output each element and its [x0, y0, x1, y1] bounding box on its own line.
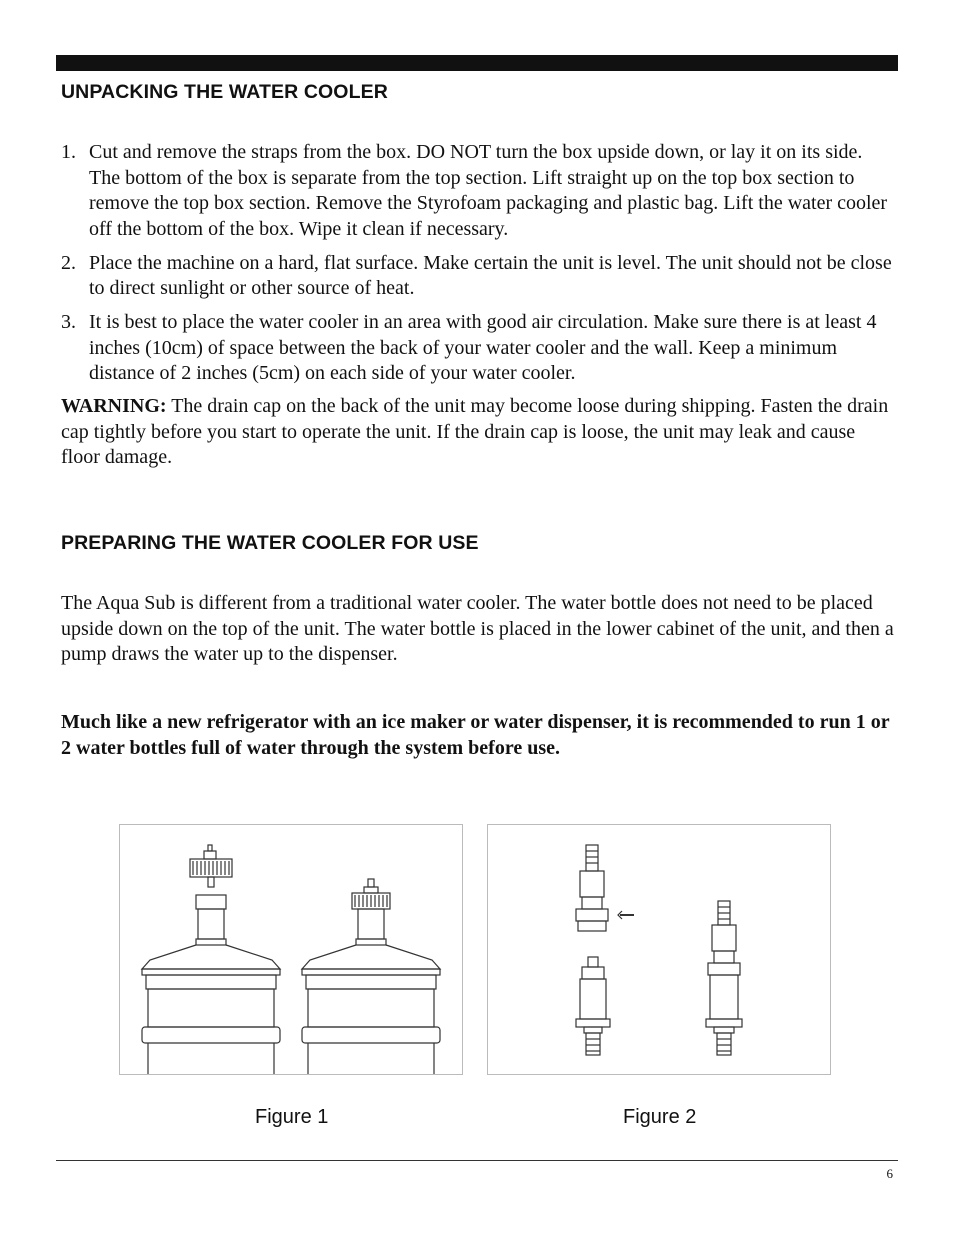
list-item: [61, 140, 896, 242]
bottle-with-cap-removed: [142, 845, 280, 1074]
list-item: [61, 310, 896, 387]
bottle-with-cap-on: [302, 879, 440, 1074]
connector-assembled: [706, 901, 742, 1055]
list-item-text: Place the machine on a hard, flat surface. Make certain the unit is level. The unit should not be close to direct sunlight or other source of heat.: [89, 251, 892, 299]
header-bar: [56, 55, 898, 71]
figure-1-illustration: [119, 824, 463, 1075]
recommendation-note: Much like a new refrigerator with an ice maker or water dispenser, it is recommended to run 1 or 2 water bottles full of water through the system before use.: [61, 711, 890, 759]
figure-2-caption: Figure 2: [623, 1106, 697, 1128]
list-item-number: 1.: [61, 141, 76, 163]
figure-2-illustration: [487, 824, 831, 1075]
section-heading-unpacking: UNPACKING THE WATER COOLER: [61, 81, 388, 103]
list-item-number: 2.: [61, 251, 76, 274]
list-item-text: Cut and remove the straps from the box. DO NOT turn the box upside down, or lay it on its side. The bottom of the box is separate from the top section. Lift straight up on the top box section to remove the top box section. Remove the Styrofoam packaging and plastic bag. Lift the water cooler off the bottom of the box. Wipe it clean if necessary.: [89, 141, 888, 240]
warning-paragraph: [61, 394, 896, 471]
list-item: [61, 251, 896, 302]
figure-1-caption: Figure 1: [255, 1106, 329, 1128]
section-heading-preparing: PREPARING THE WATER COOLER FOR USE: [61, 532, 479, 554]
list-item-number: 3.: [61, 311, 76, 333]
fitting-detached-bottom: [576, 957, 610, 1055]
unpacking-steps-list: [61, 140, 896, 395]
page-number: 6: [886, 1166, 893, 1181]
footer-rule: [56, 1160, 898, 1161]
list-item-text: It is best to place the water cooler in an area with good air circulation. Make sure there is at least 4 inches (10cm) of space between the back of your water cooler and the wall. Keep a minimum distance of 2 inches (5cm) on each side of your water cooler.: [89, 311, 877, 384]
warning-text: The drain cap on the back of the unit may become loose during shipping. Fasten the drain cap tightly before you start to operate the unit. If the drain cap is loose, the unit may leak and cause floor damage.: [61, 395, 889, 468]
intro-paragraph: The Aqua Sub is different from a traditional water cooler. The water bottle does not need to be placed upside down on the top of the unit. The water bottle is placed in the lower cabinet of the unit, and then a pump draws the water up to the dispenser.: [61, 592, 894, 665]
warning-label: WARNING:: [61, 395, 167, 417]
connector-detached-top: [576, 845, 634, 931]
